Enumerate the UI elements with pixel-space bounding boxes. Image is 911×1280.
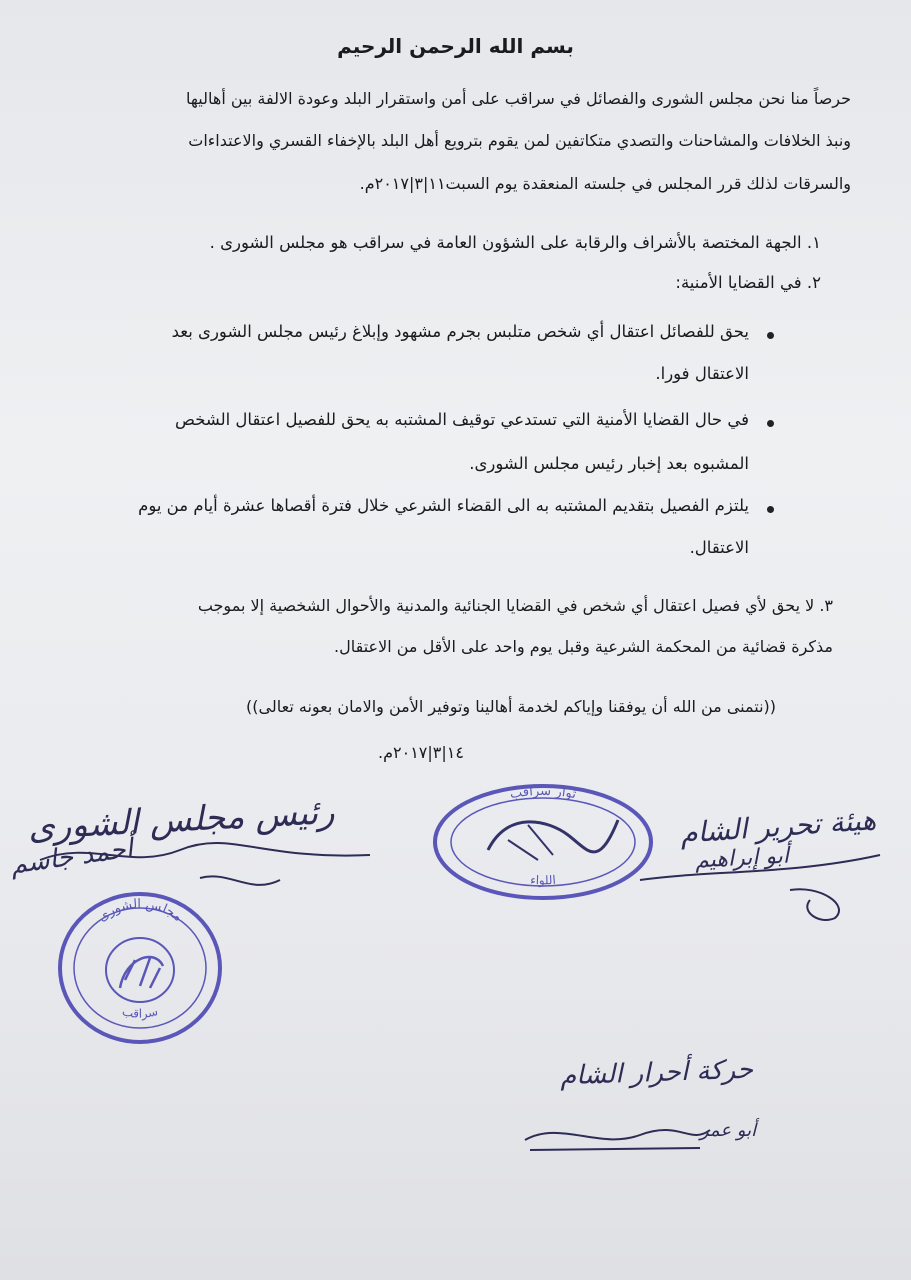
left-seal-top-text: مجلس الشورى <box>95 896 185 925</box>
bullet-dot-1 <box>767 332 774 339</box>
left-seal-stamp <box>55 888 225 1048</box>
bullet-3-line-1: يلتزم الفصيل بتقديم المشتبه به الى القضاء الشرعي خلال فترة أقصاها عشرة أيام من يوم <box>138 496 749 515</box>
bullet-2-line-1: في حال القضايا الأمنية التي تستدعي توقيف المشتبه به يحق للفصيل اعتقال الشخص <box>174 410 749 429</box>
left-seal-bottom-text: سراقب <box>120 1004 160 1021</box>
left-signature-name: أحمد جاسم <box>8 833 135 881</box>
intro-line-1: حرصاً منا نحن مجلس الشورى والفصائل في سراقب على أمن واستقرار البلد وعودة الالفة بين أهاليها <box>186 89 851 108</box>
right-seal-top-text: ثوار سراقب <box>508 783 578 803</box>
closing-date: ١٤|٣|٢٠١٧م. <box>378 743 464 762</box>
svg-text:سراقب <box>121 1004 159 1022</box>
right-seal-bottom-text: اللواء <box>529 872 557 888</box>
bottom-signature-scribble <box>520 1110 760 1160</box>
basmala-heading: بسم الله الرحمن الرحيم <box>337 34 574 58</box>
bullet-dot-3 <box>767 506 774 513</box>
left-signature-title: رئيس مجلس الشورى <box>27 792 336 848</box>
bullet-dot-2 <box>767 420 774 427</box>
intro-line-2: ونبذ الخلافات والمشاحنات والتصدي متكاتفين لمن يقوم بترويع أهل البلد بالإخفاء القسري والاعتداءات <box>188 131 851 150</box>
item-2: ٢. في القضايا الأمنية: <box>675 273 821 292</box>
bottom-signature-name: أبو عمر <box>700 1120 757 1141</box>
bullet-2-line-2: المشبوه بعد إخبار رئيس مجلس الشورى. <box>469 454 749 473</box>
svg-text:اللواء <box>530 873 557 889</box>
right-signature-title: هيئة تحرير الشام <box>679 803 878 850</box>
item-1: ١. الجهة المختصة بالأشراف والرقابة على الشؤون العامة في سراقب هو مجلس الشورى . <box>209 233 821 252</box>
item-3-line-2: مذكرة قضائية من المحكمة الشرعية وقبل يوم واحد على الأقل من الاعتقال. <box>334 637 833 656</box>
item-3-line-1: ٣. لا يحق لأي فصيل اعتقال أي شخص في القضايا الجنائية والمدنية والأحوال الشخصية إلا بموجب <box>197 596 833 615</box>
bullet-1-line-1: يحق للفصائل اعتقال أي شخص متلبس بجرم مشهود وإبلاغ رئيس مجلس الشورى بعد <box>171 322 749 341</box>
svg-text:ثوار سراقب <box>509 784 578 802</box>
right-signature-scribble <box>630 850 910 930</box>
intro-line-3: والسرقات لذلك قرر المجلس في جلسته المنعقدة يوم السبت١١|٣|٢٠١٧م. <box>359 174 851 193</box>
bullet-1-line-2: الاعتقال فورا. <box>655 364 749 383</box>
right-seal-stamp <box>428 780 658 910</box>
bullet-3-line-2: الاعتقال. <box>689 538 749 557</box>
bottom-signature-title: حركة أحرار الشام <box>559 1054 754 1092</box>
closing-wish: ((نتمنى من الله أن يوفقنا وإياكم لخدمة أهالينا وتوفير الأمن والامان بعونه تعالى)) <box>246 697 776 716</box>
right-signature-name: أبو إبراهيم <box>694 843 790 874</box>
